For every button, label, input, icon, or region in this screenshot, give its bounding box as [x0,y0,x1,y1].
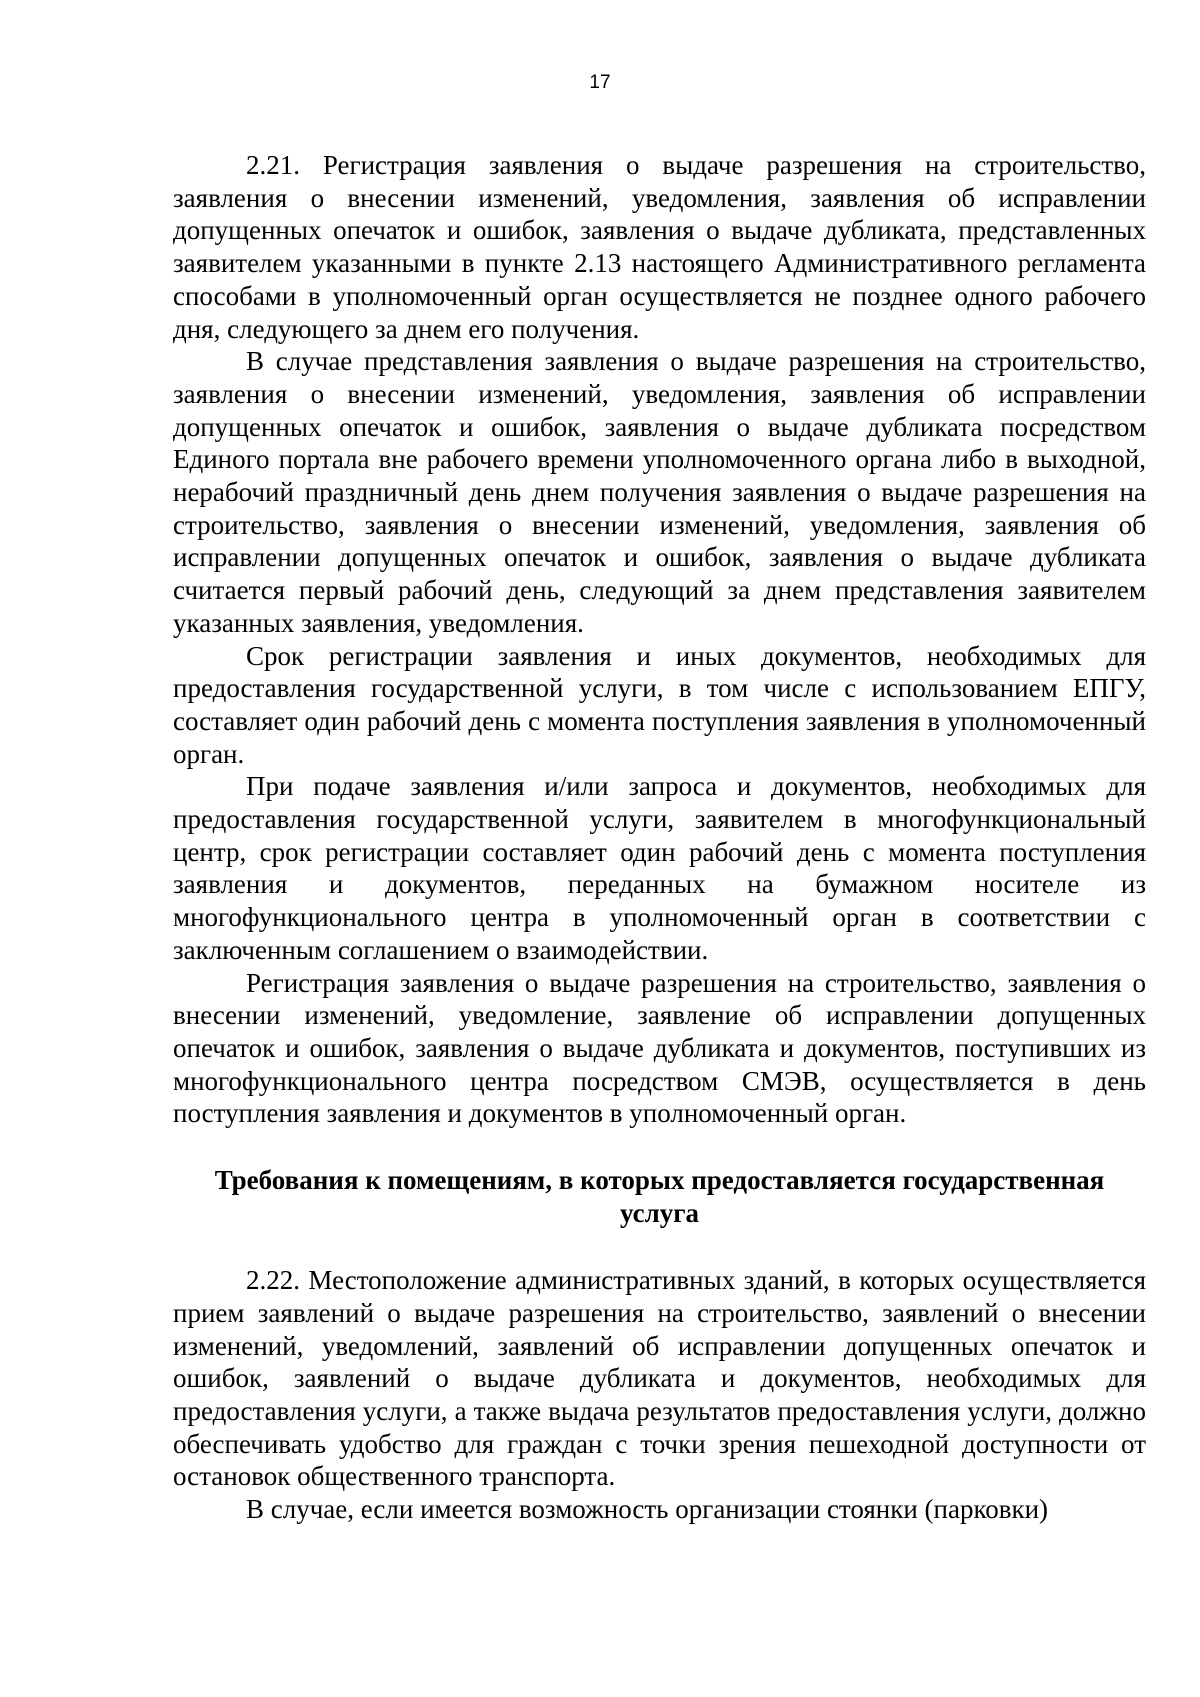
section-heading-line-2: услуга [619,1198,700,1229]
paragraph-2-22: 2.22. Местоположение административных зданий, в которых осуществляется прием заявлений о выдаче разрешения на строительство, заявлений о внесении изменений, уведомлений, заявлений об исправлении допущенных опечаток и ошибок, заявлений о выдаче дубликата и документов, необходимых для предоставления услуги, а также выдача результатов предоставления услуги, должно обеспечивать удобство для граждан с точки зрения пешеходной доступности от остановок общественного транспорта. [173,1265,1146,1492]
paragraph-2-21: 2.21. Регистрация заявления о выдаче разрешения на строительство, заявления о внесении изменений, уведомления, заявления об исправлении допущенных опечаток и ошибок, заявления о выдаче дубликата, представленных заявителем указанными в пункте 2.13 настоящего Административного регламента способами в уполномоченный орган осуществляется не позднее одного рабочего дня, следующего за днем его получения. [173,150,1146,344]
document-body [173,149,1146,1526]
paragraph-parking: В случае, если имеется возможность организации стоянки (парковки) [246,1494,1049,1525]
section-heading [173,1164,1146,1230]
section-heading-line-1: Требования к помещениям, в которых предоставляется государственная [214,1165,1105,1196]
paragraph-weekend-submission: В случае представления заявления о выдаче разрешения на строительство, заявления о внесении изменений, уведомления, заявления об исправлении допущенных опечаток и ошибок, заявления о выдаче дубликата посредством Единого портала вне рабочего времени уполномоченного органа либо в выходной, нерабочий праздничный день днем получения заявления о выдаче разрешения на строительство, заявления о внесении изменений, уведомления, заявления об исправлении допущенных опечаток и ошибок, заявления о выдаче дубликата считается первый рабочий день, следующий за днем представления заявителем указанных заявления, уведомления. [173,346,1146,638]
page-number: 17 [589,72,611,93]
paragraph-smev-registration: Регистрация заявления о выдаче разрешения на строительство, заявления о внесении изменений, уведомление, заявление об исправлении допущенных опечаток и ошибок, заявления о выдаче дубликата и документов, поступивших из многофункционального центра посредством СМЭВ, осуществляется в день поступления заявления и документов в уполномоченный орган. [173,967,1146,1129]
paragraph-mfc-submission: При подаче заявления и/или запроса и документов, необходимых для предоставления государственной услуги, заявителем в многофункциональный центр, срок регистрации составляет один рабочий день с момента поступления заявления и документов, переданных на бумажном носителе из многофункционального центра в уполномоченный орган в соответствии с заключенным соглашением о взаимодействии. [173,771,1146,965]
paragraph-registration-term: Срок регистрации заявления и иных документов, необходимых для предоставления государственной услуги, в том числе с использованием ЕПГУ, составляет один рабочий день с момента поступления заявления в уполномоченный орган. [173,640,1146,769]
